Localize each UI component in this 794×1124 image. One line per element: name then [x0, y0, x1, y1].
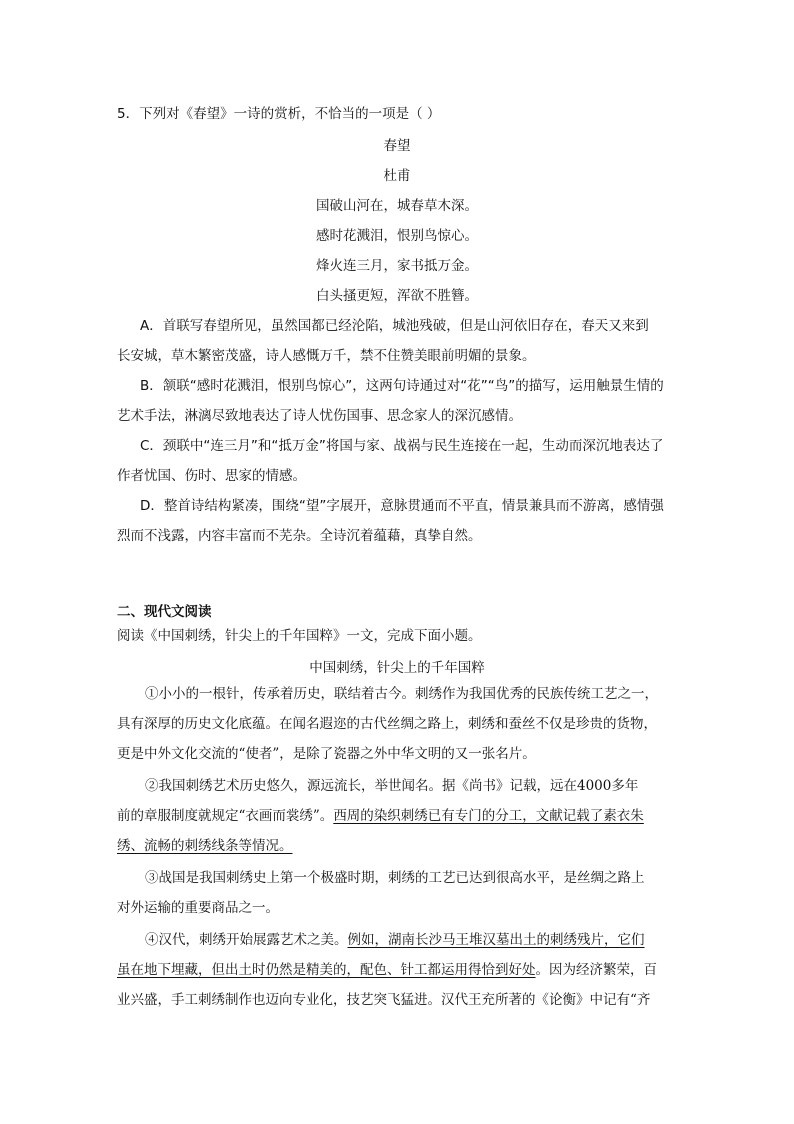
poem-author: 杜甫 — [383, 168, 411, 184]
option-d-line-1: D．整首诗结构紧凑，围绕“望”字展开，意脉贯通而不平直，情景兼具而不游离，感情强 — [140, 498, 664, 514]
option-a-line-1: A．首联写春望所见，虽然国都已经沦陷，城池残破，但是山河依旧存在，春天又来到 — [140, 318, 649, 334]
underlined-sentence-2: 例如，湖南长沙马王堆汉墓出土的刺绣残片，它们 — [347, 932, 645, 948]
section-title: 二、现代文阅读 — [117, 604, 212, 620]
question-5-stem: 5．下列对《春望》一诗的赏析，不恰当的一项是（ ） — [117, 106, 441, 122]
option-c-line-1: C．颈联中“连三月”和“抵万金”将国与家、战祸与民生连接在一起，生动而深沉地表达了 — [140, 438, 664, 454]
option-b-line-2: 艺术手法，淋漓尽致地表达了诗人忧伤国事、思念家人的深沉感情。 — [117, 408, 522, 424]
paragraph-4 — [117, 925, 677, 1015]
option-c — [117, 431, 678, 491]
option-c-line-2: 作者忧国、伤时、思家的情感。 — [117, 468, 306, 484]
poem-line-2: 感时花溅泪，恨别鸟惊心。 — [316, 228, 478, 244]
paragraph-4-line-2 — [117, 955, 677, 985]
underlined-sentence-1: 西周的染织刺绣已有专门的分工，文献记载了素衣朱 — [333, 808, 644, 824]
option-b — [117, 371, 678, 431]
paragraph-1-line-2: 具有深厚的历史文化底蕴。在闻名遐迩的古代丝绸之路上，刺绣和蚕丝不仅是珍贵的货物， — [117, 716, 657, 732]
paragraph-2-line-3: 绣、流畅的刺绣线条等情况。 — [117, 838, 293, 854]
paragraph-4-line-3: 业兴盛，手工刺绣制作也迈向专业化，技艺突飞猛进。汉代王充所著的《论衡》中记有“齐 — [117, 992, 651, 1008]
poem-line-3: 烽火连三月，家书抵万金。 — [316, 258, 478, 274]
paragraph-2-line-2-plain: 前的章服制度就规定“衣画而裳绣”。 — [117, 808, 334, 824]
paragraph-3 — [117, 863, 677, 923]
section-intro: 阅读《中国刺绣，针尖上的千年国粹》一文，完成下面小题。 — [117, 628, 482, 644]
option-d — [117, 491, 678, 551]
paragraph-4-line-2-plain: 。因为经济繁荣，百 — [535, 962, 657, 978]
paragraph-4-line-1 — [117, 925, 677, 955]
option-a-line-2: 长安城，草木繁密茂盛，诗人感慨万千，禁不住赞美眼前明媚的景象。 — [117, 348, 536, 364]
paragraph-4-line-1-plain: ④汉代，刺绣开始展露艺术之美。 — [145, 932, 348, 948]
paragraph-1-line-1: ①小小的一根针，传承着历史，联结着古今。刺绣作为我国优秀的民族传统工艺之一， — [145, 686, 658, 702]
underlined-sentence-2-cont: 虽在地下埋藏，但出土时仍然是精美的，配色、针工都运用得恰到好处 — [117, 962, 536, 978]
option-d-line-2: 烈而不浅露，内容丰富而不芜杂。全诗沉着蕴藉，真挚自然。 — [117, 528, 482, 544]
option-a — [117, 311, 678, 371]
paragraph-2 — [117, 771, 677, 861]
article-title: 中国刺绣，针尖上的千年国粹 — [309, 660, 485, 676]
paragraph-2-line-1: ②我国刺绣艺术历史悠久，源远流长，举世闻名。据《尚书》记载，远在4000多年 — [145, 778, 639, 794]
paragraph-3-line-1: ③战国是我国刺绣史上第一个极盛时期，刺绣的工艺已达到很高水平，是丝绸之路上 — [145, 870, 645, 886]
paragraph-3-line-2: 对外运输的重要商品之一。 — [117, 900, 279, 916]
poem-title: 春望 — [383, 138, 411, 154]
paragraph-2-line-2 — [117, 801, 677, 831]
paragraph-1-line-3: 更是中外文化交流的“使者”，是除了瓷器之外中华文明的又一张名片。 — [117, 746, 536, 762]
option-b-line-1: B．颔联“感时花溅泪，恨别鸟惊心”，这两句诗通过对“花”“鸟”的描写，运用触景生情的 — [140, 378, 664, 394]
paragraph-1 — [117, 679, 677, 769]
poem-line-1: 国破山河在，城春草木深。 — [316, 198, 478, 214]
poem-line-4: 白头搔更短，浑欲不胜簪。 — [316, 288, 478, 304]
